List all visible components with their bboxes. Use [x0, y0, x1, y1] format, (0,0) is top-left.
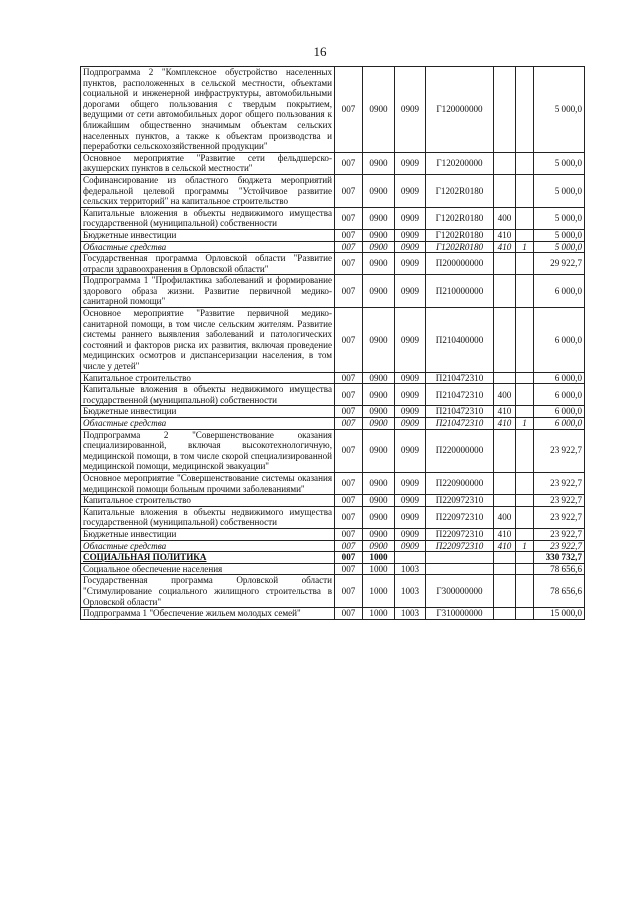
- page-number: 16: [313, 44, 327, 59]
- grbs-code: 007: [335, 575, 363, 608]
- section-code: 0900: [363, 506, 395, 528]
- amount: 23 922,7: [534, 506, 585, 528]
- target-article-code: Г1202R0180: [426, 229, 494, 241]
- subsection-code: 0909: [395, 308, 426, 373]
- item-name: Основное мероприятие "Развитие сети фельдшерско-акушерских пунктов в сельской местности": [81, 152, 335, 174]
- section-code: 0900: [363, 241, 395, 253]
- funding-source-code: [516, 495, 534, 507]
- table-row: [81, 207, 585, 229]
- subsection-code: 0909: [395, 229, 426, 241]
- subsection-code: 0909: [395, 253, 426, 275]
- target-article-code: П210472310: [426, 372, 494, 384]
- amount: 78 656,6: [534, 575, 585, 608]
- grbs-code: 007: [335, 506, 363, 528]
- amount: 23 922,7: [534, 429, 585, 472]
- subsection-code: 1003: [395, 608, 426, 620]
- table-row: [81, 528, 585, 540]
- expense-type-code: 410: [494, 540, 516, 552]
- subsection-code: 0909: [395, 418, 426, 430]
- budget-table: [80, 66, 585, 620]
- target-article-code: Г1202R0180: [426, 207, 494, 229]
- funding-source-code: [516, 275, 534, 308]
- item-name: Основное мероприятие "Развитие первичной медико-санитарной помощи, в том числе сельским жителям. Развитие системы раннего выявления заболеваний и патологических состояний и факторов риска их развития, включая проведение медицинских осмотров и диспансеризации населения, в том числе у детей": [81, 308, 335, 373]
- amount: 6 000,0: [534, 384, 585, 406]
- target-article-code: П210472310: [426, 418, 494, 430]
- item-name: Государственная программа Орловской области "Развитие отрасли здравоохранения в Орловской области": [81, 253, 335, 275]
- subsection-code: 1003: [395, 563, 426, 575]
- grbs-code: 007: [335, 563, 363, 575]
- funding-source-code: 1: [516, 418, 534, 430]
- grbs-code: 007: [335, 472, 363, 494]
- funding-source-code: [516, 308, 534, 373]
- funding-source-code: [516, 406, 534, 418]
- funding-source-code: [516, 229, 534, 241]
- amount: 6 000,0: [534, 308, 585, 373]
- item-name: Областные средства: [81, 241, 335, 253]
- expense-type-code: 410: [494, 418, 516, 430]
- item-name: Областные средства: [81, 540, 335, 552]
- table-row: [81, 275, 585, 308]
- expense-type-code: 400: [494, 207, 516, 229]
- target-article-code: [426, 563, 494, 575]
- funding-source-code: [516, 575, 534, 608]
- expense-type-code: [494, 552, 516, 564]
- section-code: 1000: [363, 575, 395, 608]
- item-name: Бюджетные инвестиции: [81, 229, 335, 241]
- expense-type-code: [494, 308, 516, 373]
- subsection-code: 0909: [395, 429, 426, 472]
- subsection-code: 1003: [395, 575, 426, 608]
- item-name: Социальное обеспечение населения: [81, 563, 335, 575]
- expense-type-code: 400: [494, 384, 516, 406]
- section-code: 0900: [363, 406, 395, 418]
- target-article-code: П210400000: [426, 308, 494, 373]
- grbs-code: 007: [335, 372, 363, 384]
- expense-type-code: [494, 372, 516, 384]
- expense-type-code: 410: [494, 406, 516, 418]
- amount: 23 922,7: [534, 528, 585, 540]
- subsection-code: 0909: [395, 506, 426, 528]
- section-code: 1000: [363, 608, 395, 620]
- expense-type-code: [494, 174, 516, 207]
- subsection-code: 0909: [395, 495, 426, 507]
- section-code: 0900: [363, 528, 395, 540]
- section-code: 0900: [363, 384, 395, 406]
- target-article-code: Г1202R0180: [426, 174, 494, 207]
- subsection-code: 0909: [395, 406, 426, 418]
- amount: 15 000,0: [534, 608, 585, 620]
- section-code: 0900: [363, 418, 395, 430]
- target-article-code: Г300000000: [426, 575, 494, 608]
- section-code: 1000: [363, 552, 395, 564]
- target-article-code: П220972310: [426, 528, 494, 540]
- item-name: Подпрограмма 2 "Комплексное обустройство населенных пунктов, расположенных в сельской местности, объектами социальной и инженерной инфраструктуры, автомобильными дорогами общего пользования с твердым покрытием, ведущими от сети автомобильных дорог общего пользования к ближайшим общественно значимым объектам сельских населенных пунктов, а также к объектам производства и переработки сельскохозяйственной продукции": [81, 67, 335, 153]
- amount: 78 656,6: [534, 563, 585, 575]
- item-name: Капитальные вложения в объекты недвижимого имущества государственной (муниципальной) собственности: [81, 506, 335, 528]
- amount: 6 000,0: [534, 372, 585, 384]
- expense-type-code: 410: [494, 528, 516, 540]
- target-article-code: П220972310: [426, 540, 494, 552]
- section-code: 1000: [363, 563, 395, 575]
- grbs-code: 007: [335, 174, 363, 207]
- amount: 23 922,7: [534, 495, 585, 507]
- grbs-code: 007: [335, 152, 363, 174]
- section-code: 0900: [363, 174, 395, 207]
- subsection-code: 0909: [395, 384, 426, 406]
- grbs-code: 007: [335, 495, 363, 507]
- table-row: [81, 253, 585, 275]
- expense-type-code: [494, 608, 516, 620]
- funding-source-code: 1: [516, 540, 534, 552]
- funding-source-code: [516, 528, 534, 540]
- table-row: [81, 575, 585, 608]
- expense-type-code: [494, 429, 516, 472]
- table-row: [81, 406, 585, 418]
- target-article-code: Г120000000: [426, 67, 494, 153]
- table-row: [81, 472, 585, 494]
- target-article-code: П200000000: [426, 253, 494, 275]
- target-article-code: [426, 552, 494, 564]
- subsection-code: 0909: [395, 472, 426, 494]
- table-row: [81, 229, 585, 241]
- section-code: 0900: [363, 540, 395, 552]
- item-name: Капитальные вложения в объекты недвижимого имущества государственной (муниципальной) собственности: [81, 384, 335, 406]
- grbs-code: 007: [335, 207, 363, 229]
- amount: 5 000,0: [534, 152, 585, 174]
- amount: 23 922,7: [534, 540, 585, 552]
- grbs-code: 007: [335, 241, 363, 253]
- table-row: [81, 495, 585, 507]
- expense-type-code: [494, 563, 516, 575]
- expense-type-code: [494, 472, 516, 494]
- target-article-code: Г120200000: [426, 152, 494, 174]
- item-name: Государственная программа Орловской области "Стимулирование социального жилищного строительства в Орловской области": [81, 575, 335, 608]
- table-row: [81, 429, 585, 472]
- item-name: Областные средства: [81, 418, 335, 430]
- funding-source-code: [516, 552, 534, 564]
- amount: 6 000,0: [534, 275, 585, 308]
- section-code: 0900: [363, 308, 395, 373]
- section-code: 0900: [363, 67, 395, 153]
- item-name: Софинансирование из областного бюджета мероприятий федеральной целевой программы "Устойчивое развитие сельских территорий" на капитальное строительство: [81, 174, 335, 207]
- grbs-code: 007: [335, 308, 363, 373]
- grbs-code: 007: [335, 67, 363, 153]
- grbs-code: 007: [335, 275, 363, 308]
- subsection-code: 0909: [395, 275, 426, 308]
- subsection-code: 0909: [395, 174, 426, 207]
- section-code: 0900: [363, 207, 395, 229]
- expense-type-code: 410: [494, 229, 516, 241]
- table-row: [81, 152, 585, 174]
- amount: 5 000,0: [534, 229, 585, 241]
- subsection-code: 0909: [395, 528, 426, 540]
- section-code: 0900: [363, 152, 395, 174]
- amount: 6 000,0: [534, 406, 585, 418]
- section-code: 0900: [363, 372, 395, 384]
- funding-source-code: [516, 67, 534, 153]
- target-article-code: Г310000000: [426, 608, 494, 620]
- funding-source-code: [516, 207, 534, 229]
- section-code: 0900: [363, 229, 395, 241]
- table-row: [81, 241, 585, 253]
- subsection-code: [395, 552, 426, 564]
- amount: 23 922,7: [534, 472, 585, 494]
- subsection-code: 0909: [395, 207, 426, 229]
- expense-type-code: [494, 67, 516, 153]
- subsection-code: 0909: [395, 152, 426, 174]
- grbs-code: 007: [335, 528, 363, 540]
- grbs-code: 007: [335, 429, 363, 472]
- section-code: 0900: [363, 429, 395, 472]
- subsection-code: 0909: [395, 241, 426, 253]
- target-article-code: П220972310: [426, 506, 494, 528]
- grbs-code: 007: [335, 229, 363, 241]
- amount: 5 000,0: [534, 241, 585, 253]
- table-row: [81, 418, 585, 430]
- grbs-code: 007: [335, 406, 363, 418]
- table-row: [81, 384, 585, 406]
- item-name: Бюджетные инвестиции: [81, 528, 335, 540]
- item-name: Капитальное строительство: [81, 372, 335, 384]
- expense-type-code: [494, 253, 516, 275]
- funding-source-code: [516, 472, 534, 494]
- table-row: [81, 174, 585, 207]
- item-name: Бюджетные инвестиции: [81, 406, 335, 418]
- funding-source-code: [516, 253, 534, 275]
- funding-source-code: [516, 384, 534, 406]
- item-name: Капитальные вложения в объекты недвижимого имущества государственной (муниципальной) собственности: [81, 207, 335, 229]
- funding-source-code: [516, 152, 534, 174]
- grbs-code: 007: [335, 384, 363, 406]
- expense-type-code: [494, 575, 516, 608]
- funding-source-code: [516, 506, 534, 528]
- section-code: 0900: [363, 495, 395, 507]
- table-row: [81, 506, 585, 528]
- funding-source-code: [516, 372, 534, 384]
- amount: 6 000,0: [534, 418, 585, 430]
- target-article-code: П220972310: [426, 495, 494, 507]
- item-name: Подпрограмма 1 "Обеспечение жильем молодых семей": [81, 608, 335, 620]
- expense-type-code: [494, 495, 516, 507]
- amount: 29 922,7: [534, 253, 585, 275]
- table-row: [81, 67, 585, 153]
- expense-type-code: [494, 275, 516, 308]
- funding-source-code: [516, 174, 534, 207]
- subsection-code: 0909: [395, 372, 426, 384]
- funding-source-code: 1: [516, 241, 534, 253]
- funding-source-code: [516, 563, 534, 575]
- section-code: 0900: [363, 275, 395, 308]
- funding-source-code: [516, 608, 534, 620]
- table-row: [81, 552, 585, 564]
- grbs-code: 007: [335, 253, 363, 275]
- target-article-code: П210472310: [426, 384, 494, 406]
- grbs-code: 007: [335, 608, 363, 620]
- amount: 330 732,7: [534, 552, 585, 564]
- item-name: Капитальное строительство: [81, 495, 335, 507]
- target-article-code: П220900000: [426, 472, 494, 494]
- item-name: Подпрограмма 2 "Совершенствование оказания специализированной, включая высокотехнологичную, медицинской помощи, в том числе скорой специализированной медицинской помощи, медицинской эвакуации": [81, 429, 335, 472]
- amount: 5 000,0: [534, 67, 585, 153]
- table-row: [81, 372, 585, 384]
- section-code: 0900: [363, 472, 395, 494]
- amount: 5 000,0: [534, 207, 585, 229]
- expense-type-code: 400: [494, 506, 516, 528]
- table-row: [81, 608, 585, 620]
- target-article-code: П210472310: [426, 406, 494, 418]
- target-article-code: П220000000: [426, 429, 494, 472]
- grbs-code: 007: [335, 418, 363, 430]
- subsection-code: 0909: [395, 67, 426, 153]
- item-name: СОЦИАЛЬНАЯ ПОЛИТИКА: [81, 552, 335, 564]
- amount: 5 000,0: [534, 174, 585, 207]
- item-name: Подпрограмма 1 "Профилактика заболеваний и формирование здорового образа жизни. Развитие первичной медико-санитарной помощи": [81, 275, 335, 308]
- table-row: [81, 540, 585, 552]
- budget-table-body: [81, 67, 585, 620]
- funding-source-code: [516, 429, 534, 472]
- subsection-code: 0909: [395, 540, 426, 552]
- target-article-code: Г1202R0180: [426, 241, 494, 253]
- section-code: 0900: [363, 253, 395, 275]
- table-row: [81, 308, 585, 373]
- expense-type-code: [494, 152, 516, 174]
- grbs-code: 007: [335, 540, 363, 552]
- item-name: Основное мероприятие "Совершенствование системы оказания медицинской помощи больным прочими заболеваниями": [81, 472, 335, 494]
- expense-type-code: 410: [494, 241, 516, 253]
- grbs-code: 007: [335, 552, 363, 564]
- table-row: [81, 563, 585, 575]
- target-article-code: П210000000: [426, 275, 494, 308]
